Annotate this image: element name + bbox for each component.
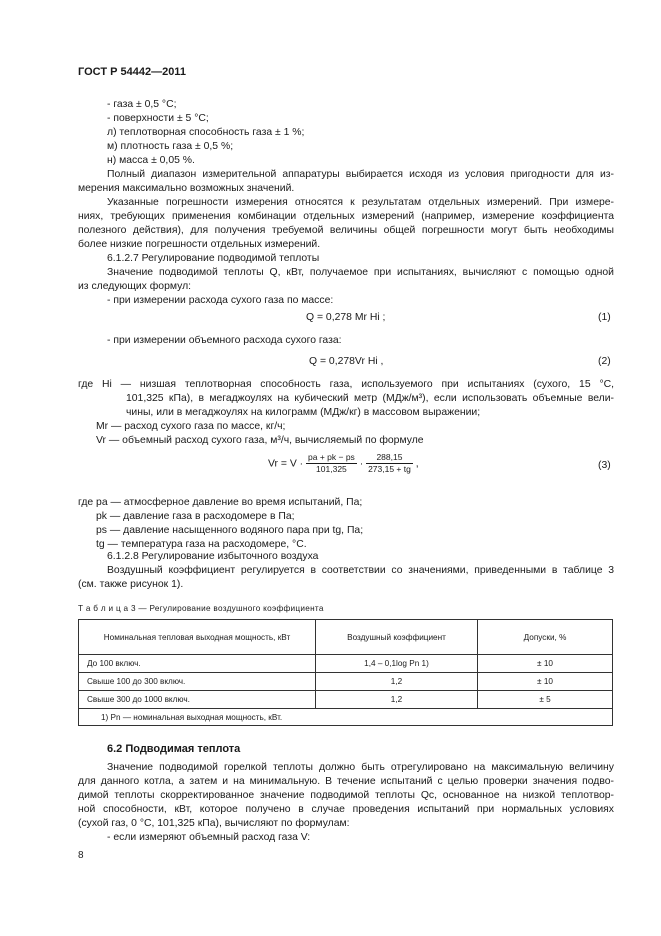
definition-line: pk — давление газа в расходомере в Па; [96, 511, 295, 522]
list-item: м) плотность газа ± 0,5 %; [107, 141, 234, 152]
table-footnote-row [79, 709, 613, 726]
list-item: - поверхности ± 5 °С; [107, 113, 209, 124]
definition-line: Vr — объемный расход сухого газа, м³/ч, вычисляемый по формуле [96, 435, 424, 446]
paragraph-line: Значение подводимой теплоты Q, кВт, получаемое при испытаниях, вычисляют с помощью одной [107, 267, 614, 278]
table-cell: 1,2 [316, 691, 478, 709]
definition-line: чины, или в мегаджоулях на килограмм (МДж/кг) в массовом выражении; [126, 407, 481, 418]
paragraph-line: ной способности, кВт, которое получено в случае проведения испытаний при нормальных условиях [78, 804, 614, 815]
table-row [79, 673, 613, 691]
paragraph-line: димой теплоты скорректированное значение подводимой теплоты Qc, основанное на низкой теплотвор- [78, 790, 614, 801]
paragraph-line: Указанные погрешности измерения относятся к результатам отдельных измерений. При измере- [107, 197, 614, 208]
section-heading-6-1-2-8: 6.1.2.8 Регулирование избыточного воздуха [107, 551, 319, 562]
paragraph-line: мерения максимально возможных значений. [78, 183, 295, 194]
paragraph-line: - при измерении объемного расхода сухого газа: [107, 335, 342, 346]
table-row [79, 655, 613, 673]
table-footnote: 1) Pn — номинальная выходная мощность, кВт. [79, 709, 613, 726]
table-header-cell: Воздушный коэффициент [316, 620, 478, 655]
equation-number: (1) [598, 312, 611, 323]
air-coefficient-table [78, 619, 613, 726]
list-item: - газа ± 0,5 °С; [107, 99, 177, 110]
table-cell: ± 10 [478, 655, 613, 673]
definition-line: ps — давление насыщенного водяного пара при tg, Па; [96, 525, 364, 536]
table-cell: ± 5 [478, 691, 613, 709]
paragraph-line: полезного действия), для получения требуемой величины общей погрешности могут быть необходимы [78, 225, 614, 236]
table-cell: Свыше 300 до 1000 включ. [79, 691, 316, 709]
definition-line: где Hi — низшая теплотворная способность газа, используемого при испытаниях (сухого, 15 °С, [78, 379, 614, 390]
paragraph-line: для данного котла, а затем и на минимальную. В течение испытаний с целью проверки значения подво- [78, 776, 614, 787]
table-header-cell: Допуски, % [478, 620, 613, 655]
document-header: ГОСТ Р 54442—2011 [78, 66, 186, 78]
table-cell: ± 10 [478, 673, 613, 691]
fraction-denominator: 101,325 [316, 464, 347, 474]
equation-number: (3) [598, 460, 611, 471]
list-item: н) масса ± 0,05 %. [107, 155, 195, 166]
fraction-temperature [366, 452, 413, 475]
equation-1: Q = 0,278 Mr Hi ; [306, 312, 386, 323]
table-header-cell: Номинальная тепловая выходная мощность, кВт [79, 620, 316, 655]
table-header-row [79, 620, 613, 655]
definition-line: tg — температура газа на расходомере, °С. [96, 539, 307, 550]
table-row [79, 691, 613, 709]
table-cell: До 100 включ. [79, 655, 316, 673]
table-cell: Свыше 100 до 300 включ. [79, 673, 316, 691]
table-cell: 1,4 – 0,1log Pn 1) [316, 655, 478, 673]
section-heading-6-2: 6.2 Подводимая теплота [107, 743, 241, 755]
paragraph-line: ниях, требующих применения комбинации отдельных измерений (например, измерение коэффициента [78, 211, 614, 222]
paragraph-line: Воздушный коэффициент регулируется в соответствии со значениями, приведенными в таблице 3 [107, 565, 614, 576]
paragraph-line: Значение подводимой горелкой теплоты должно быть отрегулировано на максимальную величину [107, 762, 614, 773]
paragraph-line: более низкие погрешности отдельных измерений. [78, 239, 321, 250]
table-cell: 1,2 [316, 673, 478, 691]
fraction-denominator: 273,15 + tg [368, 464, 411, 474]
equation-3: Vr = V · $\frac{pa + pk - ps}{101,325}$ · $\frac{288,15}{273,15 + tg}$ , [268, 452, 419, 474]
table-caption: Т а б л и ц а 3 — Регулирование воздушного коэффициента [78, 604, 324, 613]
paragraph-line: (см. также рисунок 1). [78, 579, 184, 590]
section-heading-6-1-2-7: 6.1.2.7 Регулирование подводимой теплоты [107, 253, 320, 264]
paragraph-line: - если измеряют объемный расход газа V: [107, 832, 311, 843]
definition-line: Mr — расход сухого газа по массе, кг/ч; [96, 421, 286, 432]
list-item: л) теплотворная способность газа ± 1 %; [107, 127, 305, 138]
page-number: 8 [78, 850, 84, 861]
equation-2: Q = 0,278Vr Hi , [309, 356, 384, 367]
equation-number: (2) [598, 356, 611, 367]
fraction-numerator: 288,15 [366, 452, 413, 464]
fraction-numerator: pa + pk − ps [308, 452, 355, 462]
paragraph-line: (сухой газ, 0 °С, 101,325 кПа), вычисляют по формулам: [78, 818, 350, 829]
paragraph-line: из следующих формул: [78, 281, 192, 292]
fraction-pressure [306, 452, 357, 475]
equation-3-lhs: Vr = V · [268, 458, 304, 470]
definition-line: где pa — атмосферное давление во время испытаний, Па; [78, 497, 363, 508]
definition-line: 101,325 кПа), в мегаджоулях на кубический метр (МДж/м³), если использовать объемные вели- [126, 393, 614, 404]
paragraph-line: Полный диапазон измерительной аппаратуры выбирается исходя из условия пригодности для из- [107, 169, 614, 180]
paragraph-line: - при измерении расхода сухого газа по массе: [107, 295, 334, 306]
